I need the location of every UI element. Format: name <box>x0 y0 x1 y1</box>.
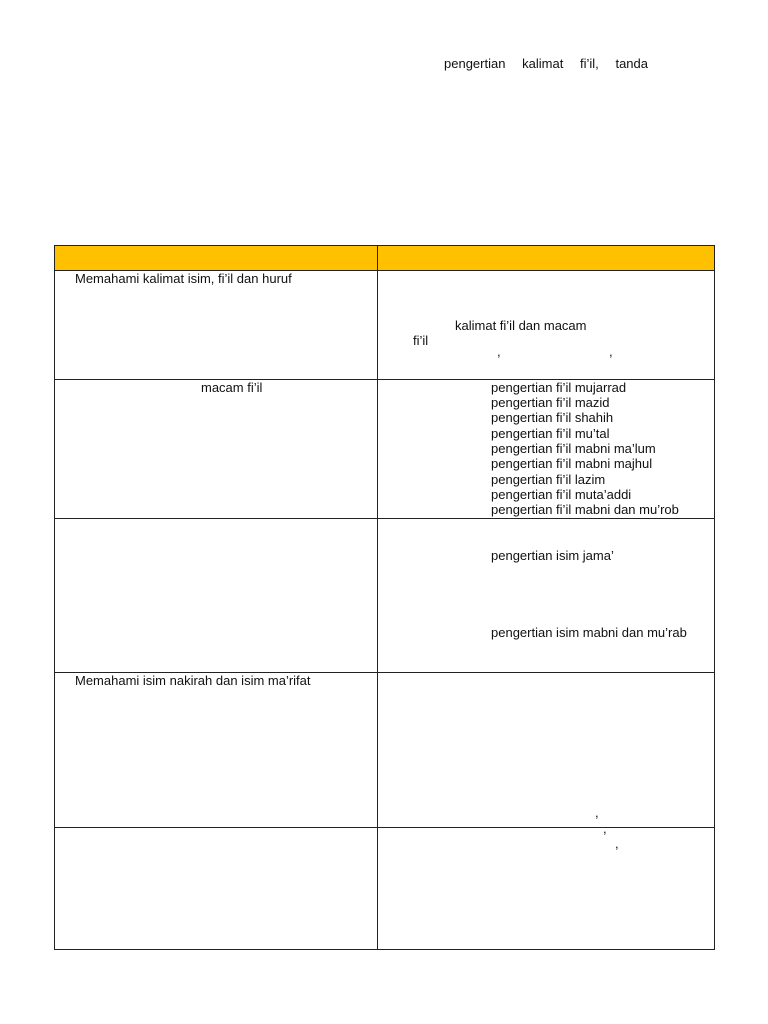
row4-left-text: Memahami isim nakirah dan isim ma’rifat <box>75 673 311 688</box>
row1-right-line2: kalimat fi’il dan macam <box>455 318 587 333</box>
row3-list-item: pengertian isim mabni dan mu’rab <box>491 625 687 640</box>
row1-right-line1: pengertian kalimat fi’il, tanda <box>444 56 648 71</box>
row1-right-line3: fi’il <box>413 333 429 348</box>
row3-list-item: pengertian isim jama’ <box>491 548 614 563</box>
row2-list-item: pengertian fi’il mu’tal <box>491 426 610 441</box>
row2-list-item: pengertian fi’il muta’addi <box>491 487 632 502</box>
row1-comma: , <box>497 344 501 359</box>
content-table <box>54 56 715 950</box>
row-divider <box>55 827 714 828</box>
row1-comma: , <box>609 344 613 359</box>
row2-left-text: macam fi’il <box>201 380 263 395</box>
row2-list-item: pengertian fi’il mabni ma’lum <box>491 441 656 456</box>
row-divider <box>55 518 714 519</box>
row2-list-item: pengertian fi’il mazid <box>491 395 610 410</box>
column-divider <box>377 246 378 949</box>
row2-list-item: pengertian fi’il mabni majhul <box>491 456 653 471</box>
row4-comma: , <box>595 805 599 820</box>
row2-list-item: pengertian fi’il shahih <box>491 410 614 425</box>
row4-comma: , <box>603 821 607 836</box>
table-header-row <box>55 246 714 270</box>
row4-comma: , <box>615 836 619 851</box>
row2-list-item: pengertian fi’il mujarrad <box>491 380 627 395</box>
row1-left-text: Memahami kalimat isim, fi’il dan huruf <box>75 271 292 286</box>
row2-list-item: pengertian fi’il mabni dan mu’rob <box>491 502 679 517</box>
row2-list-item: pengertian fi’il lazim <box>491 472 606 487</box>
